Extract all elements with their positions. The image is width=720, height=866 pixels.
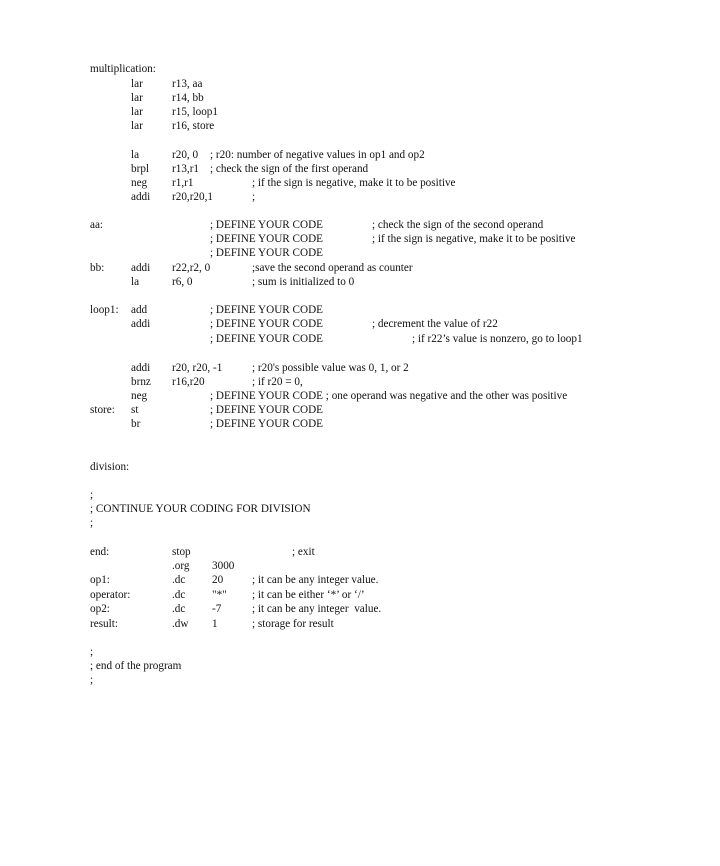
aa-define-2: ; DEFINE YOUR CODE [210,233,324,245]
aa-comment-1: ; check the sign of the second operand [372,219,544,231]
args-bb-addi: r22,r2, 0 [172,262,211,274]
comment-neg-1: ; if the sign is negative, make it to be positive [252,177,456,189]
op-op1-dc: .dc [172,574,186,586]
args-lar-4: r16, store [172,120,215,132]
op-lar-2: lar [131,92,143,104]
op-br: br [131,418,141,430]
aa-define-1: ; DEFINE YOUR CODE [210,219,324,231]
args-brpl: r13,r1 [172,163,200,175]
loop1-label: loop1: [90,304,119,316]
comment-bb-la: ; sum is initialized to 0 [252,276,355,288]
loop1-comment-1: ; decrement the value of r22 [372,318,498,330]
op-brnz: brnz [131,376,151,388]
end-label: end: [90,546,110,558]
continue-semicolon-1: ; [90,489,94,501]
op-bb-addi: addi [131,262,151,274]
comment-stop: ; exit [292,546,315,558]
args-lar-2: r14, bb [172,92,204,104]
aa-define-3: ; DEFINE YOUR CODE [210,247,324,259]
continue-semicolon-2: ; [90,517,94,529]
continue-coding-comment: ; CONTINUE YOUR CODING FOR DIVISION [90,503,311,515]
val-operator: "*" [212,589,227,601]
op2-label: op2: [90,603,110,615]
op1-label: op1: [90,574,110,586]
op-addi-2: addi [131,362,151,374]
operator-label: operator: [90,589,131,601]
comment-brpl: ; check the sign of the first operand [210,163,369,175]
endprog-semicolon-2: ; [90,674,94,686]
args-neg-1: r1,r1 [172,177,194,189]
op-result-dw: .dw [172,618,189,630]
op-lar-3: lar [131,106,143,118]
val-org: 3000 [212,560,235,572]
op-bb-la: la [131,276,140,288]
op-la-1: la [131,149,140,161]
op-org: .org [172,560,190,572]
op-lar-4: lar [131,120,143,132]
endprog-semicolon-1: ; [90,646,94,658]
op-st: st [131,404,139,416]
comment-la-1: ; r20: number of negative values in op1 and op2 [210,149,425,161]
val-result: 1 [212,618,218,630]
comment-addi-1: ; [252,191,256,203]
multiplication-label: multiplication: [90,63,156,75]
division-label: division: [90,461,130,473]
end-of-program-comment: ; end of the program [90,660,182,672]
op-brpl: brpl [131,163,150,175]
comment-addi-2: ; r20's possible value was 0, 1, or 2 [252,362,409,374]
loop1-comment-2: ; if r22’s value is nonzero, go to loop1 [412,333,583,345]
args-brnz: r16,r20 [172,376,205,388]
val-op2: -7 [212,603,222,615]
val-op1: 20 [212,574,224,586]
args-lar-1: r13, aa [172,78,203,90]
comment-st: ; DEFINE YOUR CODE [210,404,324,416]
op-neg-2: neg [131,390,148,402]
args-addi-2: r20, r20, -1 [172,362,223,374]
args-addi-1: r20,r20,1 [172,191,214,203]
bb-label: bb: [90,262,105,274]
comment-bb-addi: ;save the second operand as counter [252,262,413,274]
aa-comment-2: ; if the sign is negative, make it to be positive [372,233,576,245]
op-neg-1: neg [131,177,148,189]
comment-op2: ; it can be any integer value. [252,603,382,615]
args-la-1: r20, 0 [172,149,199,161]
loop1-define-3: ; DEFINE YOUR CODE [210,333,324,345]
loop1-define-1: ; DEFINE YOUR CODE [210,304,324,316]
op-loop1-add: add [131,304,148,316]
result-label: result: [90,618,118,630]
op-addi-1: addi [131,191,151,203]
op-stop: stop [172,546,191,558]
comment-neg-2: ; DEFINE YOUR CODE ; one operand was negative and the other was positive [210,390,568,402]
comment-result: ; storage for result [252,618,334,630]
args-lar-3: r15, loop1 [172,106,218,118]
op-op2-dc: .dc [172,603,186,615]
aa-label: aa: [90,219,104,231]
comment-op1: ; it can be any integer value. [252,574,379,586]
op-lar-1: lar [131,78,143,90]
comment-br: ; DEFINE YOUR CODE [210,418,324,430]
comment-brnz: ; if r20 = 0, [252,376,303,388]
loop1-define-2: ; DEFINE YOUR CODE [210,318,324,330]
args-bb-la: r6, 0 [172,276,193,288]
op-loop1-addi: addi [131,318,151,330]
comment-operator: ; it can be either ‘*’ or ‘/’ [252,589,365,601]
op-operator-dc: .dc [172,589,186,601]
store-label: store: [90,404,115,416]
